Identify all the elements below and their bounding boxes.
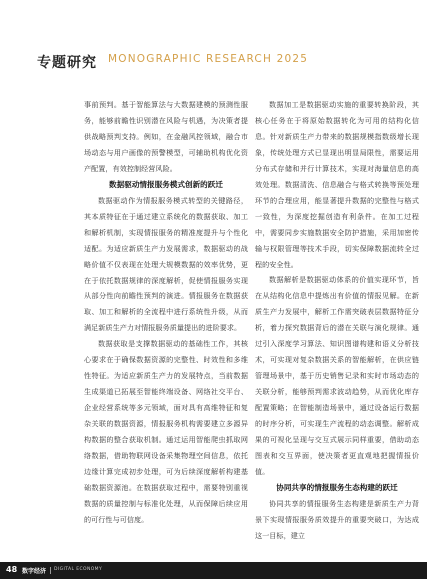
page-header xyxy=(0,0,427,71)
publication-name: 数字经济 xyxy=(22,568,47,575)
left-column xyxy=(84,97,248,528)
section-title: 专题研究 xyxy=(37,55,97,71)
right-paragraph-3: 协同共享的情报服务生态构建是新质生产力背景下实现情报服务质效提升的重要突破口，为达成这一目标，建立 xyxy=(255,498,419,540)
left-paragraph-3: 数据获取是支撑数据驱动的基础性工作，其核心要求在于确保数据资源的完整性、时效性和多维性特征。为适应新质生产力的发展特点，当前数据生成渠道已拓展至智能终端设备、网络社交平台、企业经营系统等多元领域，面对具有高维特征和复杂关联的数据资源，情报服务机构需要建立多源异构数据的整合获取机制。通过运用智能爬虫抓取网络数据，借助物联网设备采集物理空间信息，依托边缘计算完成初步处理，可为后续深度解析构建基础数据资源池。在数据获取过程中，需要特别重视数据的质量控制与标准化处理，从而保障后续应用的可行性与可信度。 xyxy=(84,339,248,524)
section-subtitle: MONOGRAPHIC RESEARCH 2025 xyxy=(108,53,309,65)
page-footer xyxy=(0,562,427,579)
left-section-heading: 数据驱动情报服务模式创新的跃迁 xyxy=(109,179,223,189)
left-paragraph-1: 事前预判。基于智能算法与大数据建模的预测性服务，能够前瞻性识别潜在风险与机遇，为决策者提供战略预判支持。例如，在金融风控领域，融合市场动态与用户画像的预警模型，可辅助机构优化资产配置，有效控制经营风险。 xyxy=(84,100,248,173)
publication-name-en: DIGITAL ECONOMY xyxy=(54,567,103,572)
right-column xyxy=(255,97,419,544)
right-paragraph-2: 数据解析是数据驱动体系的价值实现环节，旨在从结构化信息中提炼出有价值的情报见解。在新质生产力发展中，解析工作需突破表层数据特征分析，着力探究数据背后的潜在关联与演化规律。通过引入深度学习算法、知识图谱构建和语义分析技术，可实现对复杂数据关系的智能解析，在供应链管理场景中，基于历史销售记录和实时市场动态的关联分析，能够预判需求波动趋势，从而优化库存配置策略；在智能制造场景中，通过设备运行数据的时序分析，可实现生产流程的动态调整。解析成果的可视化呈现与交互式展示同样重要，借助动态图表和交互界面，使决策者更直观地把握情报价值。 xyxy=(255,275,419,476)
left-paragraph-2: 数据驱动作为情报服务模式转型的关键路径，其本质特征在于通过建立系统化的数据获取、加工和解析机制，实现情报服务的精准度提升与个性化适配。为适应新质生产力发展需求，数据驱动的战略价值不仅表现在处理大规模数据的效率优势，更在于依托数据规律的深度解析，促使情报服务实现从部分性向前瞻性预判的演进。情报服务在数据获取、加工和解析的全流程中进行系统性升级，从而满足新质生产力对情报服务质量提出的进阶要求。 xyxy=(84,195,248,333)
footer-divider xyxy=(50,567,51,574)
right-section-heading: 协同共享的情报服务生态构建的跃迁 xyxy=(276,482,398,492)
page-number: 48 xyxy=(6,565,18,574)
right-paragraph-1: 数据加工是数据驱动实施的重要转换阶段，其核心任务在于将原始数据转化为可用的结构化信息。针对新质生产力带来的数据规模指数级增长现象，传统处理方式已显现出明显局限性，需要运用分布式存储和并行计算技术，实现对海量信息的高效处理。数据清洗、信息融合与格式转换等预处理环节的合理应用，能显著提升数据的完整性与格式一致性，为深度挖掘创造有利条件。在加工过程中，需要同步实施数据安全防护措施，采用加密传输与权限管理等技术手段，切实保障数据流转全过程的安全性。 xyxy=(255,100,419,269)
